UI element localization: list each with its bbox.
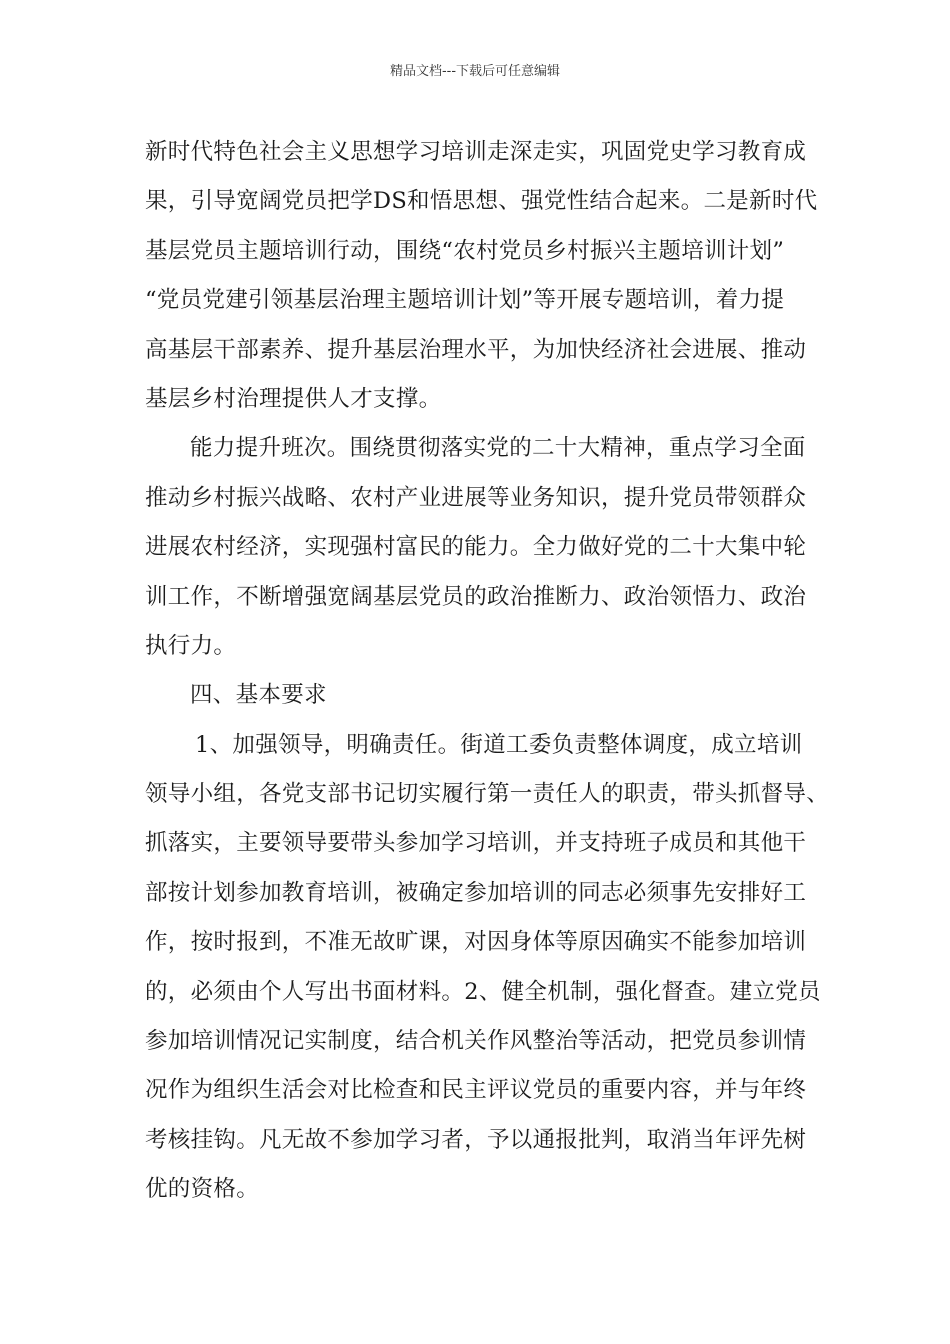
text-line: 执行力。	[145, 632, 237, 659]
text-line: 进展农村经济，实现强村富民的能力。全力做好党的二十大集中轮	[145, 534, 807, 561]
text-line: 作，按时报到，不准无故旷课，对因身体等原因确实不能参加培训	[145, 929, 807, 956]
page-header: 精品文档---下载后可任意编辑	[389, 64, 561, 79]
text-line: 高基层干部素养、提升基层治理水平，为加快经济社会进展、推动	[145, 336, 807, 363]
text-line: 领导小组，各党支部书记切实履行第一责任人的职责，带头抓督导、	[145, 781, 830, 808]
text-line: 基层乡村治理提供人才支撑。	[145, 385, 442, 412]
text-line: 部按计划参加教育培训，被确定参加培训的同志必须事先安排好工	[145, 879, 807, 906]
text-line: 的，必须由个人写出书面材料。2、健全机制，强化督查。建立党员	[145, 978, 821, 1005]
text-line: 果，引导宽阔党员把学DS和悟思想、强党性结合起来。二是新时代	[145, 188, 818, 215]
text-line: “党员党建引领基层治理主题培训计划”等开展专题培训，着力提	[145, 287, 785, 314]
text-line: 能力提升班次。围绕贯彻落实党的二十大精神，重点学习全面	[190, 435, 806, 462]
text-line: 基层党员主题培训行动，围绕“农村党员乡村振兴主题培训计划”	[145, 237, 785, 264]
text-line: 训工作，不断增强宽阔基层党员的政治推断力、政治领悟力、政治	[145, 583, 807, 610]
text-line: 参加培训情况记实制度，结合机关作风整治等活动，把党员参训情	[145, 1028, 807, 1055]
text-line: 抓落实，主要领导要带头参加学习培训，并支持班子成员和其他干	[145, 830, 807, 857]
text-line: 推动乡村振兴战略、农村产业进展等业务知识，提升党员带领群众	[145, 484, 807, 511]
text-line: 新时代特色社会主义思想学习培训走深走实，巩固党史学习教育成	[145, 139, 807, 165]
text-line: 况作为组织生活会对比检查和民主评议党员的重要内容，并与年终	[145, 1077, 807, 1104]
text-line: 1、加强领导，明确责任。街道工委负责整体调度，成立培训	[195, 731, 803, 758]
text-line: 四、基本要求	[190, 682, 327, 709]
text-line: 考核挂钩。凡无故不参加学习者，予以通报批判，取消当年评先树	[145, 1126, 807, 1153]
text-line: 优的资格。	[145, 1176, 260, 1203]
document-body	[145, 128, 845, 1215]
